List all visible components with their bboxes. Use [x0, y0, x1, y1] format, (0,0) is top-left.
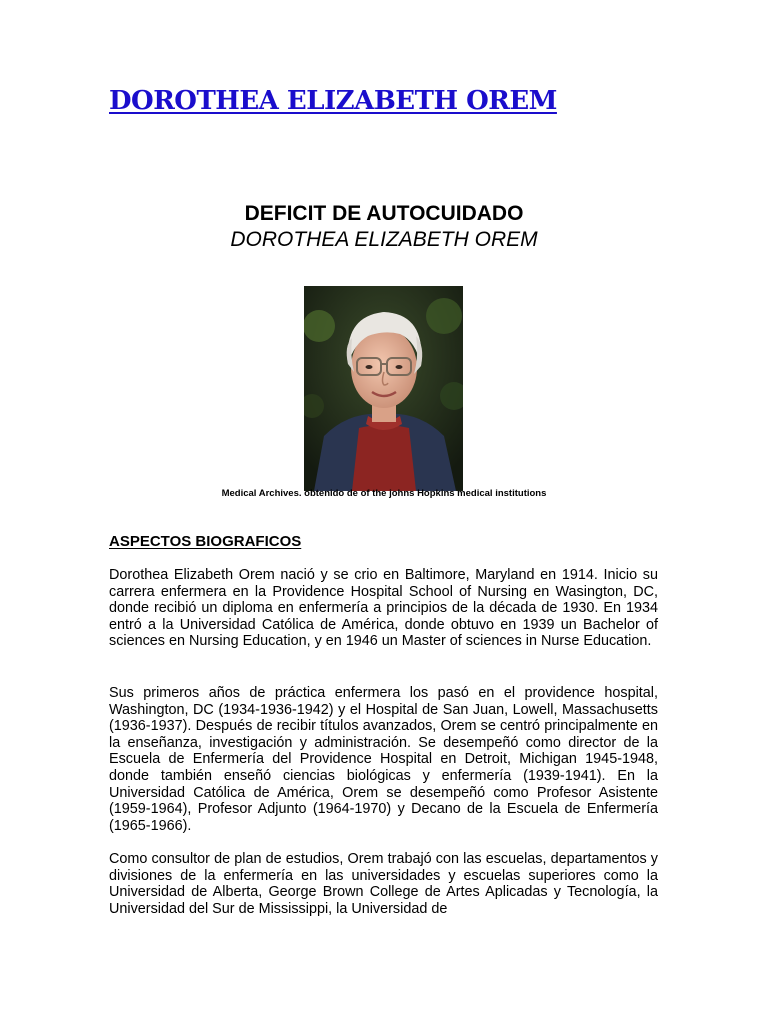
portrait-photo	[304, 286, 463, 491]
subtitle-heading: DEFICIT DE AUTOCUIDADO	[244, 202, 524, 225]
paragraph-biography-2: Sus primeros años de práctica enfermera los pasó en el providence hospital, Washington, DC (1934-1936-1942) y el Hospital de San Juan, Lowell, Massachusetts (1936-1937). Después de recibir títulos avanzados, Orem se centró principalmente en la enseñanza, investigación y administración. Se desempeñó como director de la Escuela de Enfermería del Providence Hospital en Detroit, Michigan 1945-1948, donde también enseñó ciencias biológicas y enfermería (1939-1941). En la Universidad Católica de América, Orem se desempeñó como Profesor Asistente (1959-1964), Profesor Adjunto (1964-1970) y Decano de la Escuela de Enfermería (1965-1966).	[109, 685, 658, 834]
section-heading: ASPECTOS BIOGRAFICOS	[109, 533, 302, 550]
paragraph-biography-1: Dorothea Elizabeth Orem nació y se crio en Baltimore, Maryland en 1914. Inicio su carrera enfermera en la Providence Hospital School of Nursing en Wasington, DC, donde recibió un diploma en enfermería a principios de la década de 1930. En 1934 entró a la Universidad Católica de América, donde obtuvo en 1939 un Bachelor of sciences en Nursing Education, y en 1946 un Master of sciences in Nurse Education.	[109, 567, 658, 650]
subtitle-author: DOROTHEA ELIZABETH OREM	[230, 228, 538, 251]
title-link[interactable]: DOROTHEA ELIZABETH OREM	[109, 86, 557, 116]
photo-caption: Medical Archives. obtenido de of the johns Hopkins medical institutions	[221, 488, 547, 499]
paragraph-biography-3: Como consultor de plan de estudios, Orem trabajó con las escuelas, departamentos y divisiones de la enfermería en las universidades y escuelas superiores como la Universidad de Alberta, George Brown College de Artes Aplicadas y Tecnología, la Universidad del Sur de Mississippi, la Universidad de	[109, 851, 658, 917]
